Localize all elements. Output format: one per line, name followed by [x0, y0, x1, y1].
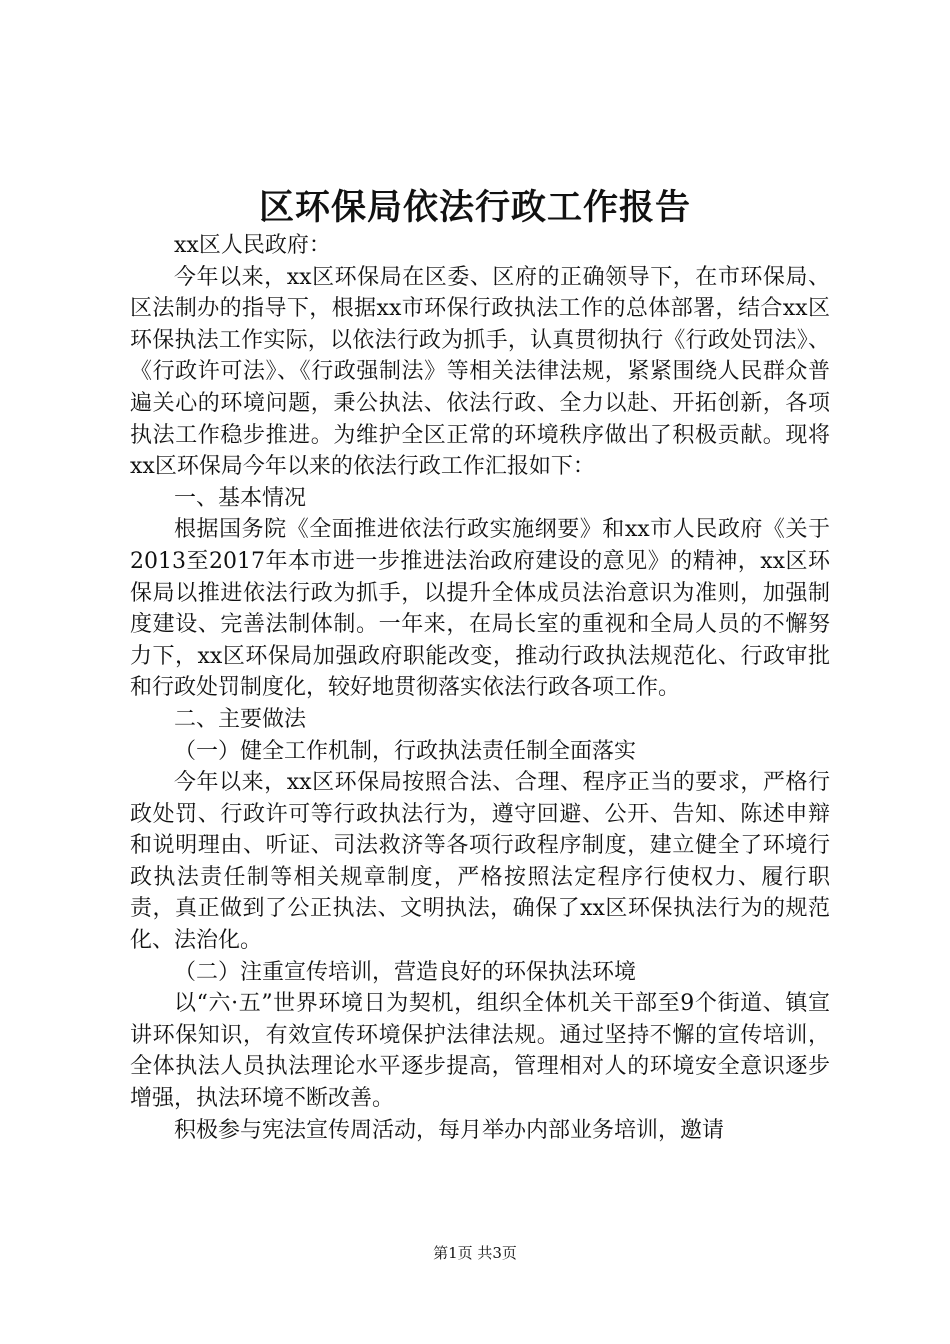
subsection-paragraph-1: 今年以来，xx区环保局按照合法、合理、程序正当的要求，严格行政处罚、行政许可等行政执法行为，遵守回避、公开、告知、陈述申辩和说明理由、听证、司法救济等各项行政程序制度，建立健全了环境行政执法责任制等相关规章制度，严格按照法定程序行使权力、履行职责，真正做到了公正执法、文明执法，确保了xx区环保执法行为的规范化、法治化。 — [130, 770, 830, 954]
page-footer: 第1页 共3页 — [433, 1244, 517, 1262]
subsection-paragraph-2a: 以“六·五”世界环境日为契机，组织全体机关干部至9个街道、镇宣讲环保知识，有效宣传环境保护法律法规。通过坚持不懈的宣传培训，全体执法人员执法理论水平逐步提高，管理相对人的环境安全意识逐步增强，执法环境不断改善。 — [130, 991, 830, 1112]
section-heading-basic: 一、基本情况 — [174, 485, 307, 511]
document-title: 区环保局依法行政工作报告 — [258, 187, 691, 228]
section-paragraph-basic: 根据国务院《全面推进依法行政实施纲要》和xx市人民政府《关于2013至2017年本市进一步推进法治政府建设的意见》的精神，xx区环保局以推进依法行政为抓手，以提升全体成员法治意识为准则，加强制度建设、完善法制体制。一年来，在局长室的重视和全局人员的不懈努力下，xx区环保局加强政府职能改变，推动行政执法规范化、行政审批和行政处罚制度化，较好地贯彻落实依法行政各项工作。 — [130, 517, 830, 701]
intro-paragraph: 今年以来，xx区环保局在区委、区府的正确领导下，在市环保局、区法制办的指导下，根据xx市环保行政执法工作的总体部署，结合xx区环保执法工作实际，以依法行政为抓手，认真贯彻执行《行政处罚法》、《行政许可法》、《行政强制法》等相关法律法规，紧紧围绕人民群众普遍关心的环境问题，秉公执法、依法行政、全力以赴、开拓创新，各项执法工作稳步推进。为维护全区正常的环境秩序做出了积极贡献。现将xx区环保局今年以来的依法行政工作汇报如下： — [130, 264, 830, 480]
subsection-heading-2: （二）注重宣传培训，营造良好的环保执法环境 — [174, 959, 637, 985]
salutation: xx区人民政府： — [174, 233, 331, 258]
section-heading-main: 二、主要做法 — [174, 706, 307, 732]
subsection-paragraph-2b: 积极参与宪法宣传周活动，每月举办内部业务培训，邀请 — [174, 1117, 725, 1143]
subsection-heading-1: （一）健全工作机制，行政执法责任制全面落实 — [174, 738, 637, 764]
document-body — [130, 230, 830, 1146]
